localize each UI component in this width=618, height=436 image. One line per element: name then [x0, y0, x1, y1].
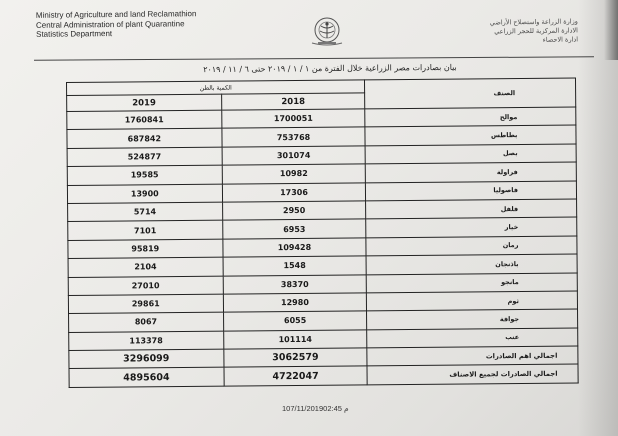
letterhead-administration-ar: الادارة المركزية للحجر الزراعي — [494, 26, 579, 36]
document-title: بيان بصادرات مصر الزراعية خلال الفترة من ١ / ١ / ٢٠١٩ حتى ٦ / ١١ / ٢٠١٩ — [203, 62, 457, 75]
value-2019-cell: 8067 — [69, 312, 224, 332]
category-cell: فراولة — [366, 162, 577, 182]
value-2018-cell: 1548 — [223, 256, 367, 276]
timestamp: 107/11/201902:45 م — [282, 404, 349, 413]
value-2019-cell: 19585 — [67, 165, 222, 185]
value-2018-cell: 6953 — [222, 219, 366, 239]
value-2018-cell: 4722047 — [224, 366, 368, 386]
year-2019-header: 2019 — [67, 94, 222, 111]
exports-table — [66, 78, 579, 388]
value-2019-cell: 95819 — [68, 239, 223, 259]
value-2018-cell: 2950 — [222, 201, 366, 221]
category-cell: باذنجان — [366, 254, 577, 274]
category-cell: مانجو — [367, 273, 578, 293]
value-2018-cell: 1700051 — [221, 109, 365, 129]
value-2019-cell: 3296099 — [69, 349, 224, 369]
header-divider — [34, 56, 594, 60]
value-2018-cell: 6055 — [223, 311, 367, 331]
value-2019-cell: 2104 — [68, 257, 223, 277]
category-cell: جوافة — [367, 309, 578, 329]
value-2019-cell: 29861 — [68, 294, 223, 314]
letterhead-department-ar: ادارة الاحصاء — [542, 35, 579, 44]
value-2019-cell: 687842 — [67, 129, 222, 149]
category-cell: ثوم — [367, 291, 578, 311]
value-2018-cell: 753768 — [222, 127, 366, 147]
category-cell: موالح — [365, 107, 576, 127]
category-cell: اجمالي اهم الصادرات — [367, 346, 578, 366]
value-2018-cell: 12980 — [223, 293, 367, 313]
value-2019-cell: 4895604 — [69, 368, 224, 388]
value-2018-cell: 109428 — [223, 238, 367, 258]
letterhead-ministry: Ministry of Agriculture and land Reclamathion — [35, 9, 197, 20]
category-header: الصنف — [365, 78, 576, 109]
value-2019-cell: 13900 — [67, 184, 222, 204]
category-cell: خيار — [366, 217, 577, 237]
value-2018-cell: 301074 — [222, 146, 366, 166]
value-2018-cell: 10982 — [222, 164, 366, 184]
value-2019-cell: 1760841 — [67, 110, 222, 130]
total-row — [69, 365, 578, 388]
page-shadow-edge — [578, 0, 618, 436]
value-2018-cell: 17306 — [222, 182, 366, 202]
letterhead-department: Statistics Department — [36, 29, 113, 39]
quantity-header: الكمية بالطن — [67, 80, 365, 96]
ministry-emblem-icon — [304, 14, 350, 48]
exports-table-container — [66, 78, 579, 388]
category-cell: بصل — [365, 144, 576, 164]
value-2019-cell: 27010 — [68, 276, 223, 296]
english-letterhead — [36, 9, 197, 39]
value-2018-cell: 101114 — [223, 330, 367, 350]
category-cell: اجمالي الصادرات لجميع الاصناف — [367, 365, 578, 385]
category-cell: بطاطس — [365, 125, 576, 145]
value-2018-cell: 3062579 — [224, 348, 368, 368]
category-cell: فاصوليا — [366, 181, 577, 201]
value-2019-cell: 5714 — [68, 202, 223, 222]
value-2019-cell: 7101 — [68, 220, 223, 240]
arabic-letterhead — [490, 17, 578, 45]
letterhead-administration: Central Administration of plant Quarantine — [35, 18, 185, 30]
value-2019-cell: 113378 — [69, 331, 224, 351]
value-2019-cell: 524877 — [67, 147, 222, 167]
category-cell: عنب — [367, 328, 578, 348]
value-2018-cell: 38370 — [223, 274, 367, 294]
year-2018-header: 2018 — [221, 93, 365, 110]
category-cell: فلفل — [366, 199, 577, 219]
letterhead-ministry-ar: وزارة الزراعة واستصلاح الأراضي — [489, 17, 578, 27]
category-cell: رمان — [366, 236, 577, 256]
